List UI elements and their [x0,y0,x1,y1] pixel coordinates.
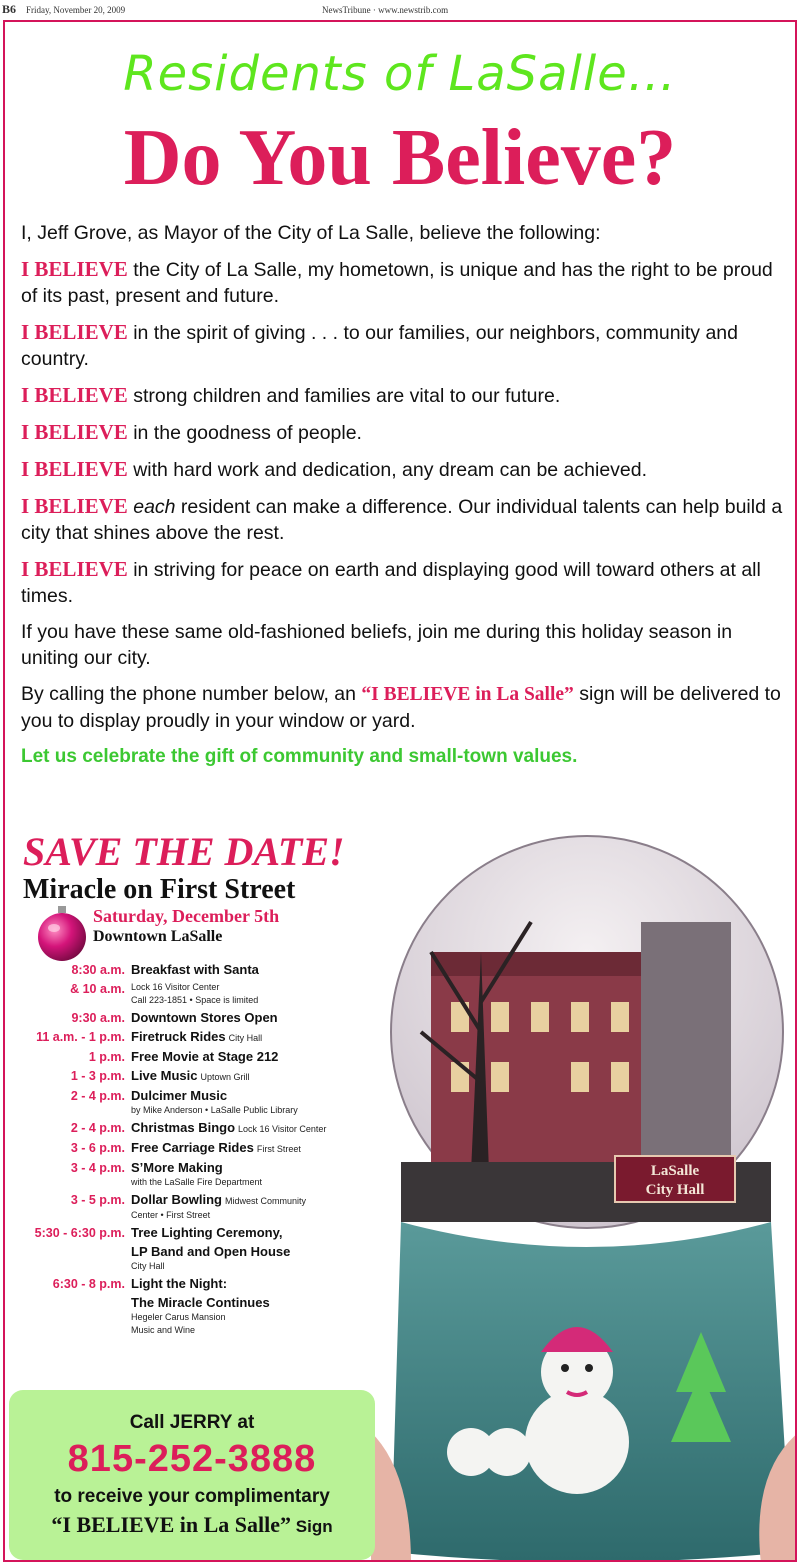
schedule-item [9,1068,389,1085]
belief-paragraph [21,493,791,546]
phone-number[interactable]: 815-252-3888 [67,1438,317,1480]
schedule-time: 6:30 - 8 p.m. [52,1277,125,1291]
schedule-detail [131,1244,389,1273]
callout-sign-suffix: Sign [291,1517,333,1536]
schedule-title: Free Movie at Stage 212 [131,1049,279,1064]
belief-keyword: I BELIEVE [21,257,128,281]
schedule-detail [131,1088,389,1117]
schedule-title: Breakfast with Santa [131,962,259,977]
schedule-detail [131,1295,389,1337]
schedule-time: 9:30 a.m. [71,1011,125,1025]
schedule-detail [131,1192,389,1222]
schedule-time: 5:30 - 6:30 p.m. [34,1226,125,1240]
schedule-location: Lock 16 Visitor Center [238,1124,327,1134]
advertisement [3,20,797,1562]
schedule-detail [131,1120,389,1137]
schedule-item [9,1192,389,1222]
schedule-time [9,1295,131,1337]
schedule-detail [131,1276,389,1292]
schedule-title: Tree Lighting Ceremony, [131,1225,283,1240]
belief-keyword: I BELIEVE [21,557,128,581]
schedule-item [9,1160,389,1189]
callout-sign-name: “I BELIEVE in La Salle” [51,1512,292,1537]
event-name: Miracle on First Street [23,874,296,905]
belief-keyword: I BELIEVE [21,320,128,344]
schedule-item [9,981,389,1007]
belief-paragraph [21,382,791,409]
event-location: Downtown LaSalle [93,928,223,945]
schedule-item [9,1244,389,1273]
schedule-detail [131,1160,389,1189]
schedule-time: 3 - 6 p.m. [70,1141,125,1155]
schedule-time: 3 - 4 p.m. [70,1161,125,1175]
schedule-detail [131,981,389,1007]
schedule-note: Call 223-1851 • Space is limited [131,995,259,1005]
schedule-time: 3 - 5 p.m. [70,1193,125,1207]
issue-date: Friday, November 20, 2009 [26,5,126,15]
intro-text: I, Jeff Grove, as Mayor of the City of La Salle, believe the following: [21,222,601,244]
schedule-title: The Miracle Continues [131,1295,270,1310]
headline-do-you-believe: Do You Believe? [123,114,677,202]
schedule-title: Firetruck Rides [131,1029,226,1044]
belief-paragraph [21,256,791,309]
phone-paragraph-before: By calling the phone number below, an [21,683,362,705]
schedule-detail [131,1029,389,1046]
schedule-time: & 10 a.m. [70,982,125,996]
schedule-item [9,962,389,978]
belief-paragraph [21,556,791,609]
schedule-note: Music and Wine [131,1325,196,1335]
schedule-item [9,1140,389,1157]
belief-text: the City of La Salle, my hometown, is unique and has the right to be proud of its past, present and future. [21,259,773,307]
schedule-note: by Mike Anderson • LaSalle Public Library [131,1105,298,1115]
schedule-title: Free Carriage Rides [131,1140,254,1155]
schedule-location: City Hall [228,1033,263,1043]
schedule-detail [131,1049,389,1065]
belief-text: in the spirit of giving . . . to our families, our neighbors, community and country. [21,322,739,370]
schedule-detail [131,1010,389,1026]
snow-globe-image [371,832,797,1562]
schedule-title: LP Band and Open House [131,1244,291,1259]
schedule-item [9,1225,389,1241]
save-the-date: SAVE THE DATE! [23,829,345,874]
schedule-item [9,1120,389,1137]
schedule-item [9,1029,389,1046]
schedule-time: 1 - 3 p.m. [70,1069,125,1083]
schedule-title: Light the Night: [131,1276,228,1291]
schedule-note: Center • First Street [131,1210,211,1220]
belief-keyword: I BELIEVE [21,383,128,407]
belief-keyword: I BELIEVE [21,494,128,518]
schedule-detail [131,1140,389,1157]
event-date: Saturday, December 5th [93,906,280,926]
schedule-location: Midwest Community [225,1196,307,1206]
schedule-item [9,1276,389,1292]
belief-text: in the goodness of people. [127,422,362,444]
call-line: Call JERRY at [129,1412,255,1433]
schedule-time: 2 - 4 p.m. [70,1089,125,1103]
celebrate-tagline: Let us celebrate the gift of community and small-town values. [21,746,578,767]
schedule-item [9,1010,389,1026]
letter-body [21,220,791,780]
schedule-note: City Hall [131,1261,165,1271]
newspaper-source: NewsTribune · www.newstrib.com [322,5,449,15]
schedule-location: Uptown Grill [200,1072,250,1082]
belief-text: in striving for peace on earth and displaying good will toward others at all times. [21,559,761,607]
belief-emphasis: each [133,496,176,518]
sign-line [9,1512,375,1538]
schedule-title: Live Music [131,1068,198,1083]
schedule-time: 2 - 4 p.m. [70,1121,125,1135]
globe-sign-line2: City Hall [645,1182,705,1198]
phone-paragraph-after: sign will be delivered to you to display proudly in your window or yard. [21,683,781,732]
schedule-item [9,1088,389,1117]
schedule-title: Dollar Bowling [131,1192,222,1207]
phone-paragraph [21,681,791,734]
complimentary-line: to receive your complimentary [54,1486,330,1507]
belief-paragraph [21,456,791,483]
call-to-action-box [9,1390,375,1560]
schedule-note: with the LaSalle Fire Department [131,1177,263,1187]
belief-text: strong children and families are vital to our future. [127,385,561,407]
schedule-title: Downtown Stores Open [131,1010,278,1025]
belief-keyword: I BELIEVE [21,457,128,481]
headline-residents: Residents of LaSalle… [123,46,677,102]
schedule-detail [131,1068,389,1085]
schedule-item [9,1049,389,1065]
belief-paragraph [21,319,791,372]
schedule-note: Hegeler Carus Mansion [131,1312,226,1322]
sign-name: “I BELIEVE in La Salle” [361,684,574,705]
schedule-note: Lock 16 Visitor Center [131,982,220,992]
globe-sign-line1: LaSalle [650,1163,700,1179]
schedule-detail [131,1225,389,1241]
belief-text: resident can make a difference. Our individual talents can help build a city that shines above the rest. [21,496,783,544]
schedule-location: First Street [256,1144,301,1154]
schedule-time: 8:30 a.m. [71,963,125,977]
christmas-ornament-icon [35,902,89,962]
page-number: B6 [2,2,17,16]
schedule-title: Christmas Bingo [131,1120,236,1135]
schedule-time: 1 p.m. [88,1050,125,1064]
schedule-detail [131,962,389,978]
schedule-item [9,1295,389,1337]
schedule-title: S’More Making [131,1160,223,1175]
schedule-time [9,1244,131,1273]
belief-text: with hard work and dedication, any dream can be achieved. [127,459,648,481]
event-schedule [9,962,389,1340]
schedule-title: Dulcimer Music [131,1088,228,1103]
newspaper-header [0,0,800,20]
belief-paragraph [21,419,791,446]
old-fashioned-paragraph: If you have these same old-fashioned beliefs, join me during this holiday season in uniting our city. [21,621,733,669]
schedule-time: 11 a.m. - 1 p.m. [36,1030,125,1044]
belief-keyword: I BELIEVE [21,420,128,444]
